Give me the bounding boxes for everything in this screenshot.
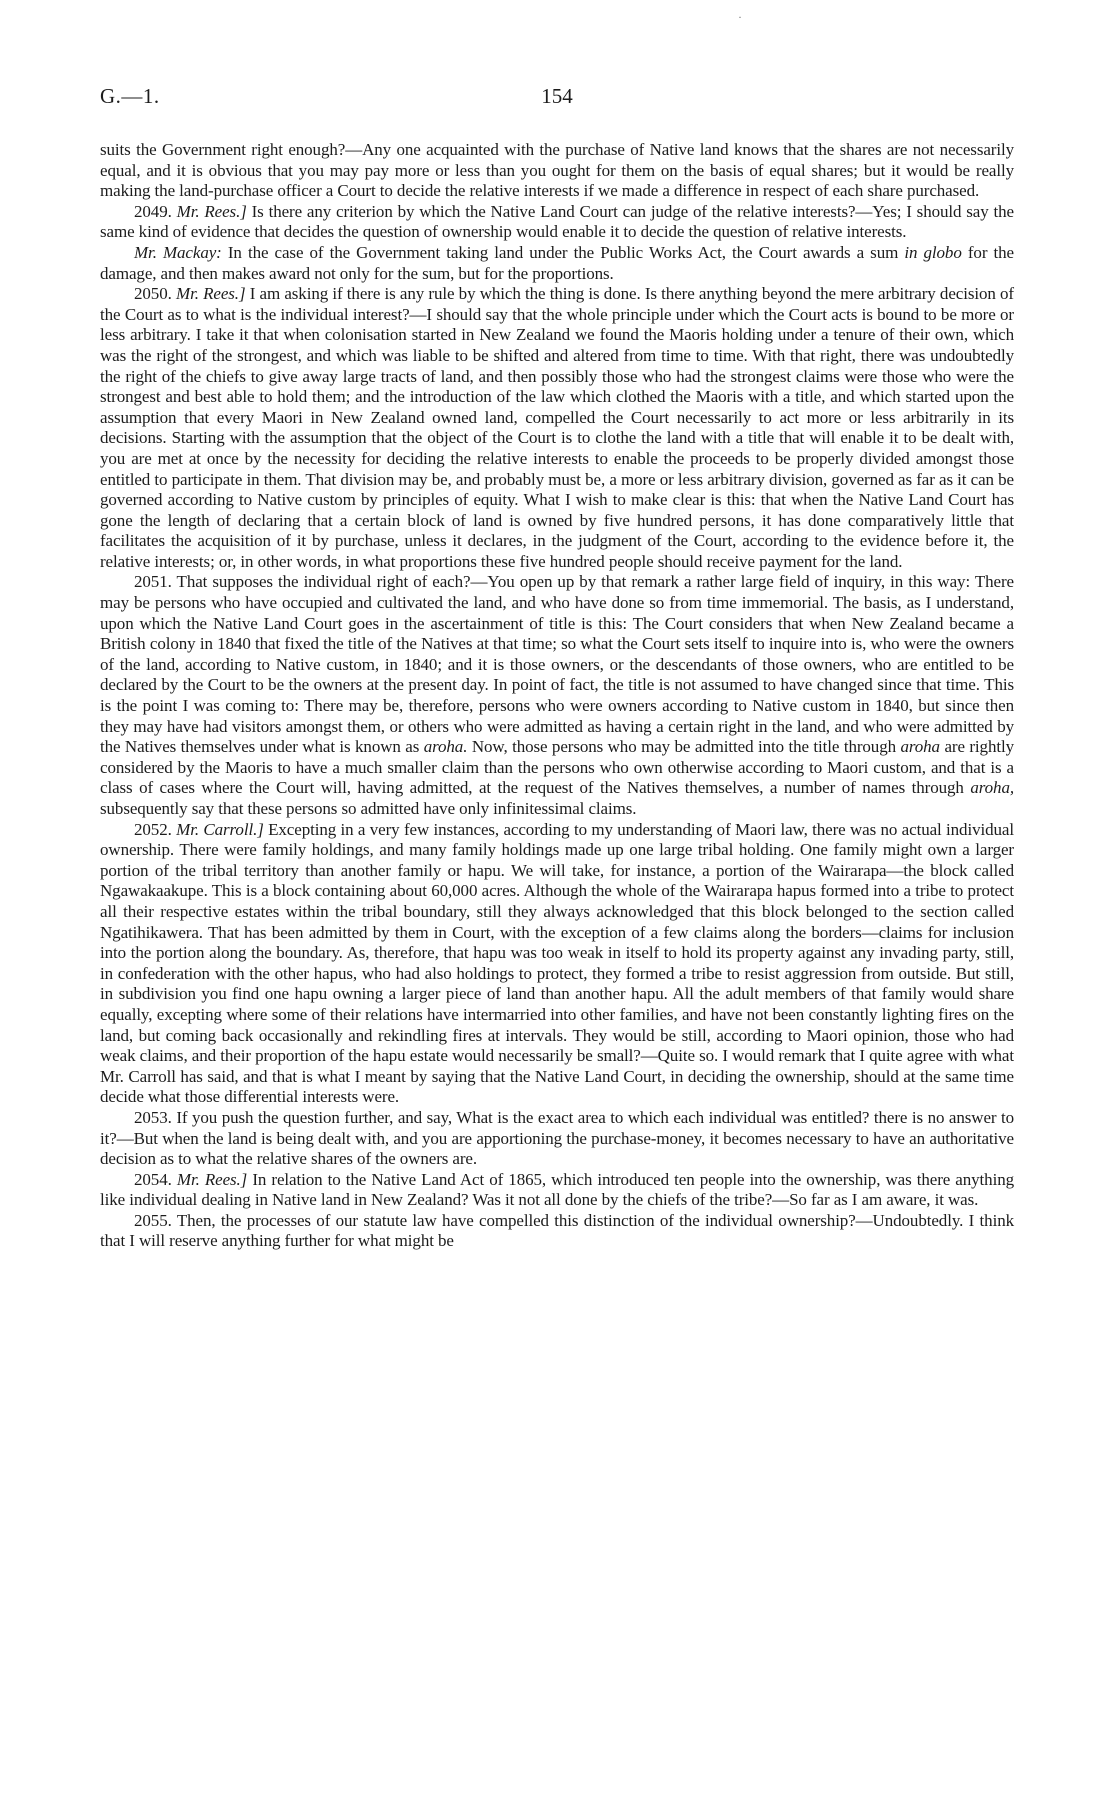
speaker: Mr. Carroll.] xyxy=(176,819,264,839)
speaker: Mr. Rees.] xyxy=(176,284,246,304)
italic-phrase: aroha. xyxy=(423,737,468,757)
question-number: 2051. xyxy=(134,572,172,592)
paragraph-text: Now, those persons who may be admitted into the title through xyxy=(471,737,896,757)
paragraph-text: Excepting in a very few instances, according to my understanding of Maori law, there was no actual individual ownership. There were family holdings, and many family holdings made up one large tribal holding. One family might own a larger portion of the tribal territory than another family or hapu. We will take, for instance, a portion of the Wairarapa—the block called Ngawakaakupe. This is a block containing about 60,000 acres. Although the whole of the Wairarapa hapus formed into a tribe to protect all their respective estates within the tribal boundary, still they always acknowledged that this block belonged to the section called Ngatihikawera. That has been admitted by them in Court, with the exception of a few claims along the borders—claims for inclusion into the portion along the boundary. As, therefore, that hapu was too weak in itself to hold its property against any invading party, still, in confederation with the other hapus, who had also holdings to protect, they formed a tribe to resist aggression from outside. But still, in subdivision you find one hapu owning a larger piece of land than another hapu. All the adult members of that family would share equally, excepting where some of their relations have intermarried into other families, and have not been constantly lighting fires on the land, but coming back occasionally and rekindling fires at intervals. They would be still, according to Maori opinion, those who had weak claims, and their proportion of the hapu estate would necessarily be small?—Quite so. I would remark that I quite agree with what Mr. Carroll has said, and that is what I meant by saying that the Native Land Court, in deciding the ownership, should at the same time decide what those differential interests were. xyxy=(100,819,1014,1107)
italic-phrase: in globo xyxy=(904,242,962,262)
paragraph-mackay xyxy=(100,243,1014,284)
paragraph-text: for the damage, and then makes award not only for the sum, but for the proportions. xyxy=(100,242,1014,283)
paragraph-2051 xyxy=(100,572,1014,819)
question-number: 2050. xyxy=(134,284,172,304)
paragraph-text: subsequently say that these persons so admitted have only infinitessimal claims. xyxy=(100,799,637,818)
italic-phrase: aroha, xyxy=(970,778,1015,798)
page-body xyxy=(100,140,1014,1252)
paragraph-text: Is there any criterion by which the Native Land Court can judge of the relative interests?—Yes; I should say the same kind of evidence that decides the question of ownership would enable it to decide the question of relative interests. xyxy=(100,201,1014,242)
speaker: Mr. Rees.] xyxy=(176,1169,248,1189)
speaker: Mr. Mackay: xyxy=(134,242,222,262)
paragraph-continued xyxy=(100,140,1014,202)
document-reference: G.—1. xyxy=(100,84,160,108)
question-number: 2053. xyxy=(134,1107,172,1127)
paragraph-text: That supposes the individual right of each?—You open up by that remark a rather large field of inquiry, in this way: There may be persons who have occupied and cultivated the land, and who have done so from time immemorial. The basis, as I understand, upon which the Native Land Court goes in the ascertainment of title is this: The Court considers that when New Zealand became a British colony in 1840 that fixed the title of the Natives at that time; so what the Court sets itself to inquire into is, who were the owners of the land, according to Native custom, in 1840; and it is those owners, or the descendants of those owners, who are entitled to be declared by the Court to be the owners at the present day. In point of fact, the title is not assumed to have changed since that time. This is the point I was coming to: There may be, therefore, persons who were owners according to Native custom in 1840, but since then they may have had visitors amongst them, or others who were admitted as having a certain right in the land, and who were admitted by the Natives themselves under what is known as xyxy=(100,572,1014,757)
paragraph-2055 xyxy=(100,1211,1014,1252)
question-number: 2055. xyxy=(134,1210,172,1230)
paragraph-2054 xyxy=(100,1170,1014,1211)
paragraph-2053 xyxy=(100,1108,1014,1170)
paragraph-text: Then, the processes of our statute law have compelled this distinction of the individual ownership?—Undoubtedly. I think that I will reserve anything further for what might be xyxy=(100,1210,1014,1251)
page-number: 154 xyxy=(541,84,573,108)
paragraph-text: are rightly considered by the Maoris to have a much smaller claim than the persons who own otherwise according to Maori custom, and that is a class of cases where the Court will, having admitted, at the request of the Natives themselves, a number of names through xyxy=(100,737,1014,798)
paragraph-text: In the case of the Government taking land under the Public Works Act, the Court awards a sum xyxy=(227,242,899,262)
paragraph-text: I am asking if there is any rule by which the thing is done. Is there anything beyond the mere arbitrary decision of the Court as to what is the individual interest?—I should say that the whole principle under which the Court acts is bound to be more or less arbitrary. I take it that when colonisation started in New Zealand we found the Maoris holding under a tenure of their own, which was the right of the strongest, and which was liable to be shifted and altered from time to time. With that right, there was undoubtedly the right of the chiefs to give away large tracts of land, and then possibly those who had the strongest claims were those who were the strongest and best able to hold them; and the introduction of the law which clothed the Maoris with a title, and which started upon the assumption that every Maori in New Zealand owned land, compelled the Court necessarily to act more or less arbitrarily in its decisions. Starting with the assumption that the object of the Court is to clothe the land with a title that will enable it to be dealt with, you are met at once by the necessity for deciding the relative interests to enable the proceeds to be properly divided amongst those entitled to participate in them. That division may be, and probably must be, a more or less arbitrary division, governed as far as it can be governed according to Native custom by principles of equity. What I wish to make clear is this: that when the Native Land Court has gone the length of declaring that a certain block of land is owned by five hundred persons, it has done comparatively little that facilitates the acquisition of it by purchase, unless it declares, in the judgment of the Court, according to the evidence before it, the relative interests; or, in other words, in what proportions these five hundred people should receive payment for the land. xyxy=(100,284,1014,571)
page-mark: · xyxy=(738,10,742,24)
question-number: 2052. xyxy=(134,819,172,839)
paragraph-text: suits the Government right enough?—Any one acquainted with the purchase of Native land knows that the shares are not necessarily equal, and it is obvious that you may pay more or less than you ought for them on the basis of equal shares; but it would be really making the land-purchase officer a Court to decide the relative interests if we made a difference in respect of each share purchased. xyxy=(100,140,1014,201)
question-number: 2054. xyxy=(134,1169,172,1189)
question-number: 2049. xyxy=(134,201,172,221)
paragraph-text: In relation to the Native Land Act of 1865, which introduced ten people into the ownership, was there anything like individual dealing in Native land in New Zealand? Was it not all done by the chiefs of the tribe?—So far as I am aware, it was. xyxy=(100,1169,1015,1210)
paragraph-2052 xyxy=(100,820,1014,1108)
paragraph-2050 xyxy=(100,284,1014,572)
paragraph-text: If you push the question further, and say, What is the exact area to which each individual was entitled? there is no answer to it?—But when the land is being dealt with, and you are apportioning the purchase-money, it becomes necessary to have an authoritative decision as to what the relative shares of the owners are. xyxy=(100,1107,1015,1169)
italic-phrase: aroha xyxy=(900,737,940,757)
speaker: Mr. Rees.] xyxy=(176,201,247,221)
paragraph-2049 xyxy=(100,202,1014,243)
page-header xyxy=(100,84,1014,114)
